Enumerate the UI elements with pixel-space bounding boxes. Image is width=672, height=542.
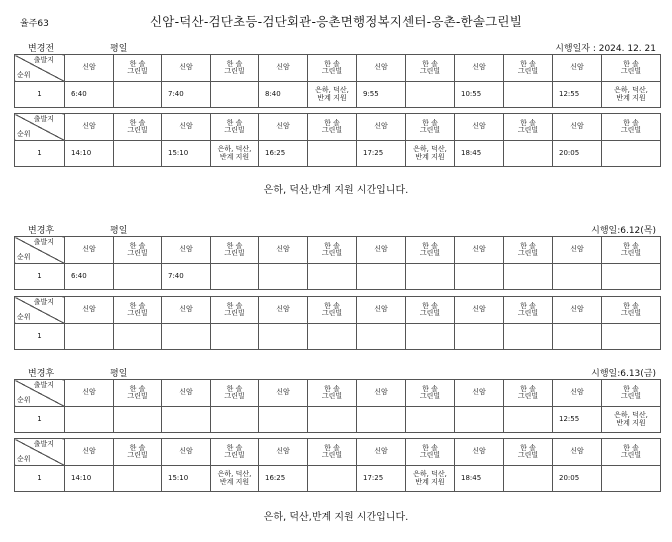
departure-time-cell xyxy=(357,324,406,350)
departure-time-cell xyxy=(211,82,259,108)
support-note-cell: 은하, 덕산, 반계 지원 xyxy=(211,141,259,167)
departure-time-cell: 7:40 xyxy=(162,82,211,108)
stop-header: 한 솔 그린빌 xyxy=(308,237,357,264)
departure-time-cell: 6:40 xyxy=(65,82,114,108)
stop-header: 한 솔 그린빌 xyxy=(602,55,661,82)
departure-time-cell xyxy=(211,264,259,290)
rank-cell: 1 xyxy=(15,82,65,108)
stop-header: 신암 xyxy=(65,55,114,82)
stop-header: 신암 xyxy=(65,237,114,264)
stop-header: 신암 xyxy=(455,55,504,82)
departure-time-cell: 16:25 xyxy=(259,466,308,492)
stop-header: 한 솔 그린빌 xyxy=(406,439,455,466)
departure-time-cell xyxy=(162,324,211,350)
rank-label: 순위 xyxy=(17,395,31,404)
stop-header: 신암 xyxy=(357,55,406,82)
stop-header: 한 솔 그린빌 xyxy=(504,237,553,264)
effective-date: 시행일:6.12(목) xyxy=(591,226,656,236)
stop-header: 한 솔 그린빌 xyxy=(602,380,661,407)
stop-header: 한 솔 그린빌 xyxy=(114,237,162,264)
departure-time-cell xyxy=(114,264,162,290)
stop-header: 신암 xyxy=(259,114,308,141)
table-row xyxy=(15,82,661,108)
rank-label: 순위 xyxy=(17,70,31,79)
stop-header: 한 솔 그린빌 xyxy=(308,439,357,466)
table-row xyxy=(15,324,661,350)
page-title: 신암-덕산-검단초등-검단회관-응촌면행정복지센터-응촌-한솔그린빌 xyxy=(150,14,522,29)
stop-header: 신암 xyxy=(357,297,406,324)
timetable xyxy=(14,113,661,167)
origin-label: 출발지 xyxy=(33,298,54,306)
stop-header: 한 솔 그린빌 xyxy=(211,380,259,407)
stop-header: 신암 xyxy=(259,380,308,407)
section-label: 변경후 xyxy=(28,369,55,379)
table-row xyxy=(15,264,661,290)
departure-time-cell xyxy=(504,407,553,433)
header-row xyxy=(15,237,661,264)
support-note-cell: 은하, 덕산, 반계 지원 xyxy=(308,82,357,108)
departure-time-cell: 17:25 xyxy=(357,466,406,492)
stop-header: 신암 xyxy=(65,380,114,407)
stop-header: 신암 xyxy=(162,55,211,82)
section-label: 변경후 xyxy=(28,226,55,236)
timetable xyxy=(14,438,661,492)
corner-cell xyxy=(15,114,65,141)
departure-time-cell xyxy=(65,407,114,433)
day-type: 평일 xyxy=(110,369,128,379)
stop-header: 한 솔 그린빌 xyxy=(602,237,661,264)
origin-label: 출발지 xyxy=(33,115,54,123)
departure-time-cell xyxy=(308,466,357,492)
departure-time-cell xyxy=(504,264,553,290)
stop-header: 한 솔 그린빌 xyxy=(114,380,162,407)
rank-cell: 1 xyxy=(15,466,65,492)
stop-header: 신암 xyxy=(162,380,211,407)
corner-cell xyxy=(15,380,65,407)
departure-time-cell: 18:45 xyxy=(455,141,504,167)
stop-header: 한 솔 그린빌 xyxy=(406,237,455,264)
departure-time-cell xyxy=(602,466,661,492)
departure-time-cell xyxy=(308,141,357,167)
departure-time-cell: 10:55 xyxy=(455,82,504,108)
departure-time-cell: 7:40 xyxy=(162,264,211,290)
stop-header: 한 솔 그린빌 xyxy=(406,55,455,82)
header-row xyxy=(15,297,661,324)
departure-time-cell xyxy=(602,141,661,167)
departure-time-cell xyxy=(602,264,661,290)
stop-header: 한 솔 그린빌 xyxy=(504,439,553,466)
departure-time-cell xyxy=(114,324,162,350)
departure-time-cell: 6:40 xyxy=(65,264,114,290)
departure-time-cell xyxy=(357,264,406,290)
departure-time-cell xyxy=(504,466,553,492)
departure-time-cell xyxy=(162,407,211,433)
departure-time-cell xyxy=(504,324,553,350)
stop-header: 신암 xyxy=(455,114,504,141)
departure-time-cell xyxy=(308,264,357,290)
header-row xyxy=(15,55,661,82)
header-row xyxy=(15,439,661,466)
stop-header: 한 솔 그린빌 xyxy=(211,55,259,82)
departure-time-cell xyxy=(553,324,602,350)
departure-time-cell: 15:10 xyxy=(162,466,211,492)
effective-date: 시행일:6.13(금) xyxy=(591,369,656,379)
route-number: 율주63 xyxy=(20,19,49,29)
departure-time-cell xyxy=(406,264,455,290)
departure-time-cell: 20:05 xyxy=(553,466,602,492)
departure-time-cell xyxy=(455,264,504,290)
departure-time-cell xyxy=(406,407,455,433)
table-row xyxy=(15,141,661,167)
stop-header: 한 솔 그린빌 xyxy=(504,55,553,82)
departure-time-cell xyxy=(65,324,114,350)
departure-time-cell xyxy=(211,407,259,433)
stop-header: 신암 xyxy=(357,380,406,407)
header-row xyxy=(15,380,661,407)
rank-label: 순위 xyxy=(17,252,31,261)
rank-cell: 1 xyxy=(15,141,65,167)
stop-header: 신암 xyxy=(162,439,211,466)
stop-header: 신암 xyxy=(259,55,308,82)
timetable xyxy=(14,296,661,350)
stop-header: 신암 xyxy=(553,439,602,466)
departure-time-cell: 16:25 xyxy=(259,141,308,167)
timetable xyxy=(14,236,661,290)
support-note-cell: 은하, 덕산, 반계 지원 xyxy=(406,141,455,167)
stop-header: 한 솔 그린빌 xyxy=(308,55,357,82)
section-header xyxy=(14,223,660,235)
stop-header: 신암 xyxy=(455,439,504,466)
departure-time-cell xyxy=(357,407,406,433)
departure-time-cell xyxy=(259,324,308,350)
corner-cell xyxy=(15,55,65,82)
departure-time-cell xyxy=(114,82,162,108)
departure-time-cell xyxy=(114,407,162,433)
section-header xyxy=(14,41,660,53)
stop-header: 한 솔 그린빌 xyxy=(114,439,162,466)
departure-time-cell: 12:55 xyxy=(553,407,602,433)
effective-date: 시행일자 : 2024. 12. 21 xyxy=(555,44,656,54)
stop-header: 한 솔 그린빌 xyxy=(602,297,661,324)
stop-header: 신암 xyxy=(259,237,308,264)
day-type: 평일 xyxy=(110,226,128,236)
stop-header: 한 솔 그린빌 xyxy=(504,297,553,324)
departure-time-cell xyxy=(114,466,162,492)
departure-time-cell xyxy=(259,407,308,433)
day-type: 평일 xyxy=(110,44,128,54)
stop-header: 한 솔 그린빌 xyxy=(211,114,259,141)
table-row xyxy=(15,466,661,492)
stop-header: 한 솔 그린빌 xyxy=(406,380,455,407)
departure-time-cell xyxy=(211,324,259,350)
stop-header: 한 솔 그린빌 xyxy=(602,114,661,141)
stop-header: 한 솔 그린빌 xyxy=(211,439,259,466)
stop-header: 한 솔 그린빌 xyxy=(114,55,162,82)
stop-header: 신암 xyxy=(553,237,602,264)
departure-time-cell: 17:25 xyxy=(357,141,406,167)
stop-header: 신암 xyxy=(357,439,406,466)
header-row xyxy=(15,114,661,141)
departure-time-cell xyxy=(602,324,661,350)
timetable xyxy=(14,379,661,433)
corner-cell xyxy=(15,297,65,324)
stop-header: 신암 xyxy=(162,114,211,141)
support-note-cell: 은하, 덕산, 반계 지원 xyxy=(211,466,259,492)
stop-header: 한 솔 그린빌 xyxy=(308,297,357,324)
origin-label: 출발지 xyxy=(33,56,54,64)
departure-time-cell xyxy=(455,407,504,433)
stop-header: 한 솔 그린빌 xyxy=(602,439,661,466)
stop-header: 신암 xyxy=(65,439,114,466)
departure-time-cell xyxy=(553,264,602,290)
departure-time-cell xyxy=(114,141,162,167)
departure-time-cell: 15:10 xyxy=(162,141,211,167)
stop-header: 신암 xyxy=(455,237,504,264)
stop-header: 한 솔 그린빌 xyxy=(406,114,455,141)
stop-header: 신암 xyxy=(553,114,602,141)
stop-header: 한 솔 그린빌 xyxy=(114,297,162,324)
departure-time-cell: 8:40 xyxy=(259,82,308,108)
stop-header: 신암 xyxy=(357,237,406,264)
departure-time-cell xyxy=(308,407,357,433)
rank-label: 순위 xyxy=(17,454,31,463)
origin-label: 출발지 xyxy=(33,238,54,246)
stop-header: 한 솔 그린빌 xyxy=(308,380,357,407)
section-label: 변경전 xyxy=(28,44,55,54)
support-note-cell: 은하, 덕산, 반계 지원 xyxy=(602,82,661,108)
departure-time-cell: 14:10 xyxy=(65,141,114,167)
stop-header: 신암 xyxy=(65,297,114,324)
corner-cell xyxy=(15,237,65,264)
rank-label: 순위 xyxy=(17,312,31,321)
stop-header: 한 솔 그린빌 xyxy=(504,114,553,141)
departure-time-cell xyxy=(455,324,504,350)
rank-cell: 1 xyxy=(15,264,65,290)
footnote: 은하, 덕산,반계 지원 시간입니다. xyxy=(263,512,409,523)
origin-label: 출발지 xyxy=(33,440,54,448)
rank-label: 순위 xyxy=(17,129,31,138)
stop-header: 신암 xyxy=(65,114,114,141)
stop-header: 한 솔 그린빌 xyxy=(504,380,553,407)
stop-header: 한 솔 그린빌 xyxy=(211,237,259,264)
stop-header: 신암 xyxy=(259,297,308,324)
stop-header: 한 솔 그린빌 xyxy=(308,114,357,141)
stop-header: 신암 xyxy=(162,297,211,324)
departure-time-cell xyxy=(406,324,455,350)
stop-header: 신암 xyxy=(357,114,406,141)
stop-header: 신암 xyxy=(259,439,308,466)
stop-header: 한 솔 그린빌 xyxy=(406,297,455,324)
rank-cell: 1 xyxy=(15,407,65,433)
stop-header: 한 솔 그린빌 xyxy=(211,297,259,324)
origin-label: 출발지 xyxy=(33,381,54,389)
departure-time-cell: 9:55 xyxy=(357,82,406,108)
stop-header: 신암 xyxy=(455,380,504,407)
stop-header: 신암 xyxy=(162,237,211,264)
departure-time-cell: 20:05 xyxy=(553,141,602,167)
footnote: 은하, 덕산,반계 지원 시간입니다. xyxy=(263,185,409,196)
stop-header: 신암 xyxy=(553,380,602,407)
stop-header: 신암 xyxy=(455,297,504,324)
departure-time-cell xyxy=(308,324,357,350)
departure-time-cell: 14:10 xyxy=(65,466,114,492)
stop-header: 신암 xyxy=(553,55,602,82)
stop-header: 신암 xyxy=(553,297,602,324)
departure-time-cell: 12:55 xyxy=(553,82,602,108)
support-note-cell: 은하, 덕산, 반계 지원 xyxy=(406,466,455,492)
departure-time-cell xyxy=(406,82,455,108)
stop-header: 한 솔 그린빌 xyxy=(114,114,162,141)
departure-time-cell xyxy=(504,82,553,108)
departure-time-cell xyxy=(259,264,308,290)
table-row xyxy=(15,407,661,433)
support-note-cell: 은하, 덕산, 반계 지원 xyxy=(602,407,661,433)
rank-cell: 1 xyxy=(15,324,65,350)
corner-cell xyxy=(15,439,65,466)
section-header xyxy=(14,366,660,378)
timetable xyxy=(14,54,661,108)
departure-time-cell xyxy=(504,141,553,167)
departure-time-cell: 18:45 xyxy=(455,466,504,492)
